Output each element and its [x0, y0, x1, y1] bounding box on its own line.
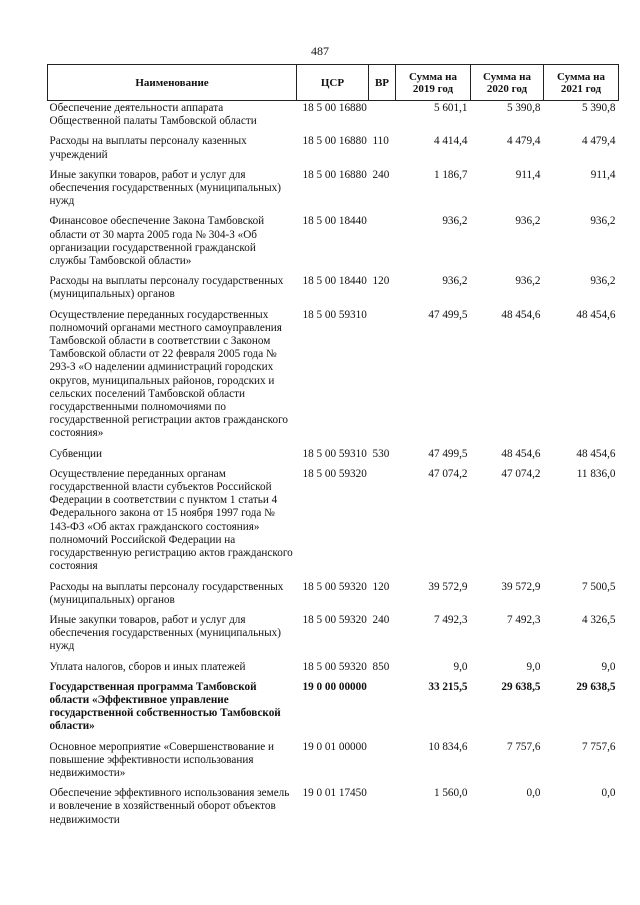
- row-sum-2021: 7 500,5: [581, 580, 616, 593]
- row-sum-2019: 936,2: [442, 215, 468, 228]
- header-vr: ВР: [369, 65, 396, 101]
- table-row: [48, 660, 619, 680]
- row-sum-2021: 936,2: [590, 275, 616, 288]
- row-name: Обеспечение эффективного использования земель и вовлечение в хозяйственный оборот объектов недвижимости: [49, 787, 290, 826]
- row-sum-2019: 5 601,1: [433, 102, 468, 114]
- row-sum-2019: 936,2: [442, 275, 468, 288]
- row-csr: 18 5 00 59320: [302, 580, 367, 593]
- row-sum-2021: 936,2: [590, 215, 616, 228]
- row-csr: 18 5 00 16880: [302, 168, 367, 181]
- table-row: [48, 101, 619, 135]
- row-vr: 120: [372, 275, 390, 288]
- row-sum-2019: 33 215,5: [428, 680, 468, 693]
- row-sum-2020: 29 638,5: [501, 680, 541, 693]
- row-vr: [369, 101, 396, 135]
- row-csr: 18 5 00 59320: [302, 613, 367, 626]
- table-row: [48, 274, 619, 307]
- row-csr: 18 5 00 59310: [302, 308, 367, 321]
- row-sum-2020: 47 074,2: [501, 467, 541, 480]
- row-name: Иные закупки товаров, работ и услуг для обеспечения государственных (муниципальных) нужд: [49, 613, 281, 653]
- row-name: Уплата налогов, сборов и иных платежей: [49, 660, 246, 673]
- header-sum-2019: Сумма на 2019 год: [396, 65, 471, 101]
- row-csr: 19 0 01 17450: [302, 787, 367, 800]
- row-sum-2021: 4 479,4: [581, 135, 616, 148]
- row-name: Осуществление переданных государственных полномочий органами местного самоуправления Тамбовской области в соответствии с Законом Тамбовской области от 22 февраля 2005 года № 293-З «О наделении администраций городских округов, муниципальных районов, городских и сельских поселений Тамбовской области государственными полномочиями по государственной регистрации актов гражданского состояния»: [49, 308, 288, 440]
- row-name: Осуществление переданных органам государственной власти субъектов Российской Федерации в соответствии с пунктом 1 статьи 4 Федерального закона от 15 ноября 1997 года № 143-ФЗ «Об актах гражданского состояния» полномочий Российской Федерации на государственную регистрацию актов гражданского состояния: [49, 467, 293, 573]
- row-csr: 18 5 00 16880: [302, 135, 367, 148]
- table-row: [48, 680, 619, 740]
- row-name: Обеспечение деятельности аппарата Общественной палаты Тамбовской области: [49, 102, 257, 128]
- row-name: Основное мероприятие «Совершенствование и повышение эффективности использования недвижимости»: [49, 740, 274, 779]
- table-body: [48, 101, 619, 833]
- row-sum-2021: 11 836,0: [576, 467, 616, 480]
- row-sum-2019: 1 186,7: [433, 168, 468, 181]
- row-sum-2020: 9,0: [526, 660, 541, 673]
- table-row: [48, 467, 619, 580]
- table-row: [48, 308, 619, 447]
- row-csr: 19 0 01 00000: [302, 740, 367, 753]
- row-sum-2021: 911,4: [590, 168, 616, 181]
- row-sum-2019: 39 572,9: [428, 580, 468, 593]
- row-sum-2021: 7 757,6: [581, 740, 616, 753]
- row-sum-2020: 39 572,9: [501, 580, 541, 593]
- row-vr: 120: [372, 580, 390, 593]
- row-sum-2020: 7 492,3: [506, 613, 541, 626]
- row-sum-2019: 47 499,5: [428, 308, 468, 321]
- row-sum-2019: 4 414,4: [433, 135, 468, 148]
- row-sum-2019: 9,0: [453, 660, 468, 673]
- table-row: [48, 740, 619, 787]
- row-sum-2021: 0,0: [601, 787, 616, 800]
- budget-table: [47, 64, 619, 833]
- row-sum-2020: 0,0: [526, 787, 541, 800]
- row-sum-2021: 29 638,5: [576, 680, 616, 693]
- table-row: [48, 447, 619, 467]
- row-csr: 19 0 00 00000: [302, 680, 367, 693]
- row-vr: 240: [372, 168, 390, 181]
- row-sum-2020: 5 390,8: [506, 102, 541, 114]
- row-csr: 18 5 00 59320: [302, 467, 367, 480]
- row-sum-2020: 48 454,6: [501, 447, 541, 460]
- row-sum-2020: 936,2: [515, 275, 541, 288]
- row-name: Расходы на выплаты персоналу казенных учреждений: [49, 135, 247, 161]
- row-vr: [369, 308, 396, 447]
- row-name: Расходы на выплаты персоналу государственных (муниципальных) органов: [49, 580, 284, 606]
- row-name: Государственная программа Тамбовской области «Эффективное управление государственной собственностью Тамбовской области»: [49, 680, 281, 733]
- row-name: Иные закупки товаров, работ и услуг для обеспечения государственных (муниципальных) нужд: [49, 168, 281, 208]
- table-row: [48, 214, 619, 274]
- row-vr: [369, 786, 396, 833]
- row-sum-2020: 4 479,4: [506, 135, 541, 148]
- row-csr: 18 5 00 18440: [302, 275, 367, 288]
- row-name: Расходы на выплаты персоналу государственных (муниципальных) органов: [49, 275, 284, 301]
- row-vr: [369, 680, 396, 740]
- row-vr: 110: [372, 135, 389, 148]
- header-sum-2021: Сумма на 2021 год: [544, 65, 619, 101]
- row-sum-2019: 10 834,6: [428, 740, 468, 753]
- row-sum-2020: 48 454,6: [501, 308, 541, 321]
- table-row: [48, 613, 619, 660]
- row-sum-2021: 4 326,5: [581, 613, 616, 626]
- header-name: Наименование: [48, 65, 297, 101]
- row-name: Субвенции: [49, 447, 102, 460]
- header-csr: ЦСР: [297, 65, 369, 101]
- row-vr: 530: [372, 447, 390, 460]
- row-name: Финансовое обеспечение Закона Тамбовской области от 30 марта 2005 года № 304-З «Об организации государственной гражданской службы Тамбовской области»: [49, 215, 265, 268]
- row-vr: [369, 740, 396, 787]
- row-vr: [369, 467, 396, 580]
- row-sum-2021: 5 390,8: [581, 102, 616, 114]
- row-csr: 18 5 00 16880: [302, 102, 367, 114]
- row-csr: 18 5 00 59310: [302, 447, 367, 460]
- row-vr: [369, 214, 396, 274]
- row-sum-2019: 47 499,5: [428, 447, 468, 460]
- row-vr: 240: [372, 613, 390, 626]
- row-sum-2021: 48 454,6: [576, 447, 616, 460]
- table-row: [48, 168, 619, 215]
- table-row: [48, 786, 619, 833]
- table-row: [48, 580, 619, 613]
- row-sum-2021: 9,0: [601, 660, 616, 673]
- page-number: 487: [311, 44, 329, 58]
- row-sum-2020: 7 757,6: [506, 740, 541, 753]
- table-header-row: [48, 65, 619, 101]
- row-sum-2019: 1 560,0: [433, 787, 468, 800]
- row-sum-2019: 47 074,2: [428, 467, 468, 480]
- table-row: [48, 134, 619, 167]
- row-vr: 850: [372, 660, 390, 673]
- row-sum-2019: 7 492,3: [433, 613, 468, 626]
- row-sum-2021: 48 454,6: [576, 308, 616, 321]
- row-sum-2020: 911,4: [515, 168, 541, 181]
- row-csr: 18 5 00 18440: [302, 215, 367, 228]
- header-sum-2020: Сумма на 2020 год: [471, 65, 544, 101]
- row-csr: 18 5 00 59320: [302, 660, 367, 673]
- row-sum-2020: 936,2: [515, 215, 541, 228]
